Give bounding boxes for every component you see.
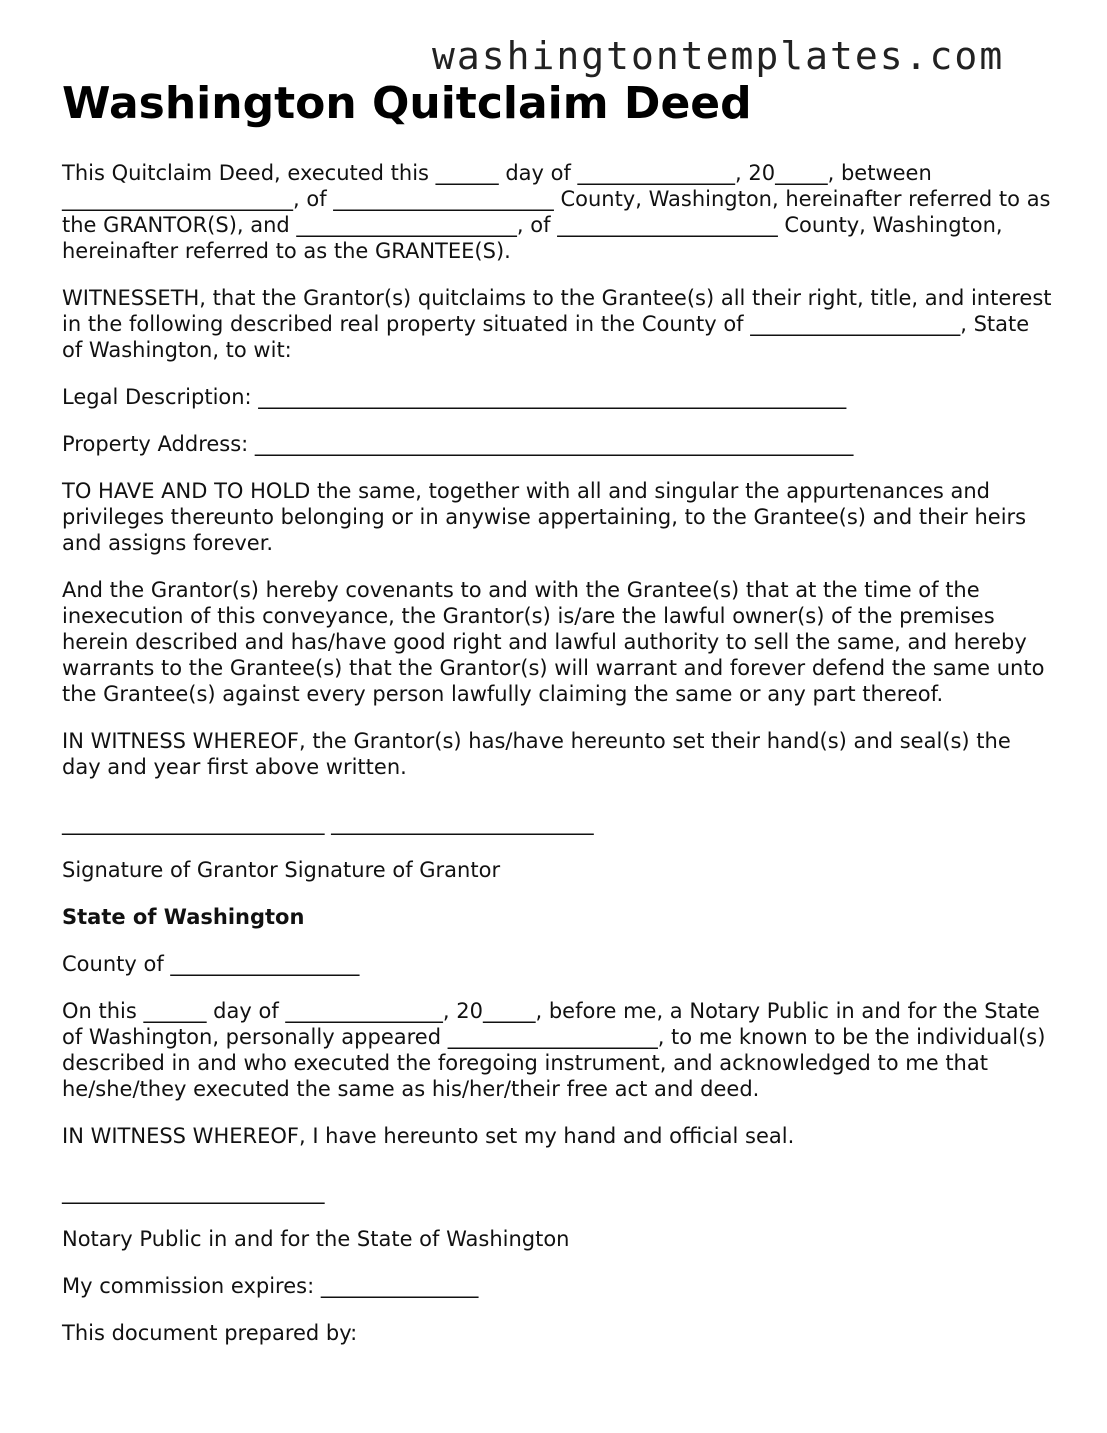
state-heading: State of Washington — [62, 905, 305, 929]
grantor-signature-lines: _________________________ _________________________ — [62, 811, 594, 835]
in-witness-grantor-paragraph: IN WITNESS WHEREOF, the Grantor(s) has/have hereunto set their hand(s) and seal(s) the day and year first above written. — [62, 729, 1018, 779]
document-body — [62, 160, 1059, 1367]
witnesseth-paragraph: WITNESSETH, that the Grantor(s) quitclaims to the Grantee(s) all their right, title, and interest in the following described real property situated in the County of ____________________, State of Washington, to wit: — [62, 286, 1059, 362]
commission-expires-line: My commission expires: _______________ — [62, 1274, 479, 1298]
property-address-line: Property Address: _________________________________________________________ — [62, 432, 854, 456]
notary-signature-line: _________________________ — [62, 1180, 325, 1204]
notary-statement-paragraph: On this ______ day of _______________, 20_____, before me, a Notary Public in and for the State of Washington, personally appeared ____________________, to me known to be the individual(s) described in and who executed the foregoing instrument, and acknowledged to me that he/she/they executed the same as his/her/their free act and deed. — [62, 999, 1053, 1101]
in-witness-notary-paragraph: IN WITNESS WHEREOF, I have hereunto set my hand and official seal. — [62, 1124, 795, 1148]
prepared-by-line: This document prepared by: — [62, 1321, 358, 1345]
grantor-signature-labels: Signature of Grantor Signature of Grantor — [62, 858, 501, 882]
to-have-paragraph: TO HAVE AND TO HOLD the same, together with all and singular the appurtenances and privileges thereunto belonging or in anywise appertaining, to the Grantee(s) and their heirs and assigns forever. — [62, 479, 1033, 555]
site-watermark: washingtontemplates.com — [432, 34, 1005, 78]
intro-paragraph: This Quitclaim Deed, executed this ______ day of _______________, 20_____, between ______________________, of _____________________ County, Washington, hereinafter referred to as the GRANTOR(S), and _____________________, of _____________________ County, Washington, hereinafter referred to as the GRANTEE(S). — [62, 161, 1058, 263]
document-title: Washington Quitclaim Deed — [62, 78, 752, 129]
legal-description-line: Legal Description: ________________________________________________________ — [62, 385, 847, 409]
county-of-line: County of __________________ — [62, 952, 360, 976]
notary-label: Notary Public in and for the State of Washington — [62, 1227, 570, 1251]
covenant-paragraph: And the Grantor(s) hereby covenants to and with the Grantee(s) that at the time of the inexecution of this conveyance, the Grantor(s) is/are the lawful owner(s) of the premises herein described and has/have good right and lawful authority to sell the same, and hereby warrants to the Grantee(s) that the Grantor(s) will warrant and forever defend the same unto the Grantee(s) against every person lawfully claiming the same or any part thereof. — [62, 578, 1052, 706]
